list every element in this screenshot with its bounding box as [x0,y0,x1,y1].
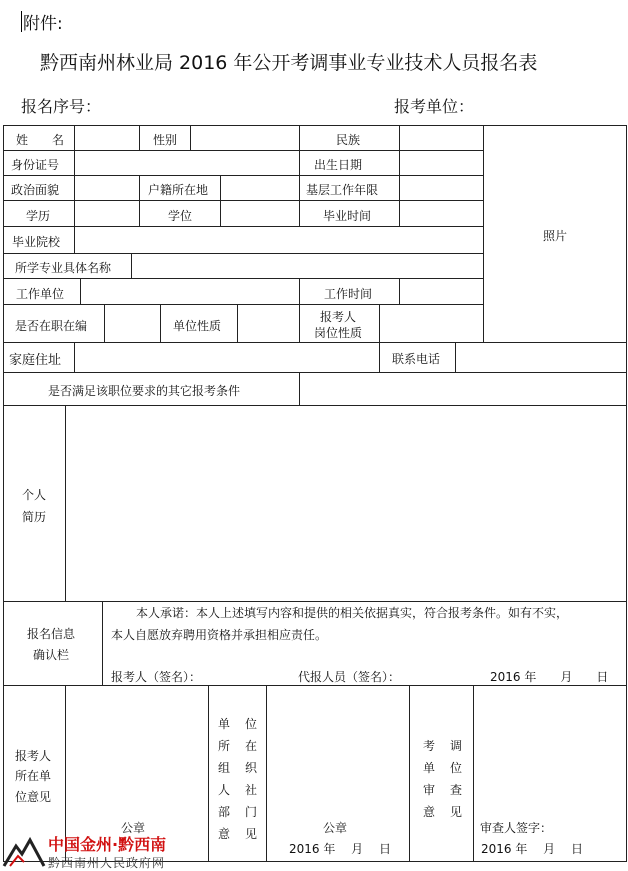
page-title: 黔西南州林业局 2016 年公开考调事业专业技术人员报名表 [40,52,538,74]
political-label: 政治面貌 [11,183,60,197]
gender-label: 性别 [153,133,178,147]
review-col1: 考单审意 [422,739,435,819]
phone-label: 联系电话 [392,352,441,366]
id-label: 身份证号 [11,158,60,172]
photo-label: 照片 [543,229,568,243]
unit-nature-input[interactable] [237,304,300,343]
grassroots-years-input[interactable] [399,175,484,201]
unit-seal-label: 公章 [121,821,146,835]
birth-label: 出生日期 [314,158,363,172]
political-input[interactable] [74,175,140,201]
watermark-line1: 中国金州·黔西南 [48,835,167,854]
pledge-line1: 本人承诺：本人上述填写内容和提供的相关依据真实，符合报考条件。如有不实， [136,606,569,620]
resume-label-line2: 简历 [22,510,47,524]
work-unit-label: 工作单位 [16,287,65,301]
dept-opinion-col1: 单所组人部意 [217,717,230,841]
degree-label: 学位 [168,209,193,223]
address-label: 家庭住址 [9,353,62,368]
apply-unit-label: 报考单位： [394,97,475,116]
address-input[interactable] [74,342,380,373]
conditions-label: 是否满足该职位要求的其它报考条件 [48,384,241,398]
ethnicity-input[interactable] [399,125,484,151]
pledge-line2: 本人自愿放弃聘用资格并承担相应责任。 [111,628,328,642]
household-label: 户籍所在地 [148,183,209,197]
education-input[interactable] [74,200,140,227]
major-input[interactable] [131,253,484,279]
name-input[interactable] [74,125,140,151]
unit-opinion-label-line2: 所在单 [15,769,52,783]
confirm-label-line2: 确认栏 [33,648,70,662]
unit-nature-label: 单位性质 [173,319,222,333]
attachment-label: 附件: [23,14,63,34]
dept-seal-label: 公章 [323,821,348,835]
in-service-input[interactable] [104,304,161,343]
sign-date: 2016 年 月 日 [490,670,609,684]
ethnicity-label: 民族 [336,133,361,147]
review-col2: 调位查见 [449,739,462,819]
dept-opinion-date: 2016 年 月 日 [289,842,391,856]
name-label: 姓 名 [16,133,65,147]
confirm-label-line1: 报名信息 [27,627,76,641]
household-input[interactable] [220,175,300,201]
reviewer-sign-label: 审查人签字： [480,821,553,835]
education-label: 学历 [26,209,51,223]
phone-input[interactable] [455,342,627,373]
gender-input[interactable] [190,125,300,151]
work-time-label: 工作时间 [324,287,373,301]
graduation-time-input[interactable] [399,200,484,227]
in-service-label: 是否在职在编 [15,319,88,333]
degree-input[interactable] [220,200,300,227]
applicant-sign-label: 报考人（签名）： [111,670,202,684]
grassroots-years-label: 基层工作年限 [306,183,379,197]
post-nature-label-line2: 岗位性质 [314,326,363,340]
watermark-line2: 黔西南州人民政府网 [48,856,166,870]
unit-opinion-label-line1: 报考人 [15,749,52,763]
confirm-label-cell [3,601,103,686]
dept-opinion-col2: 位在织社门见 [244,717,257,841]
site-watermark [2,832,212,870]
post-nature-input[interactable] [379,304,484,343]
work-time-input[interactable] [399,278,484,305]
school-input[interactable] [74,226,484,254]
major-label: 所学专业具体名称 [15,261,112,275]
resume-label-cell [3,405,66,602]
resume-label-line1: 个人 [22,488,47,502]
unit-opinion-label-line3: 位意见 [15,790,52,804]
birth-input[interactable] [399,150,484,176]
serial-number-label: 报名序号： [21,97,102,116]
work-unit-input[interactable] [80,278,300,305]
post-nature-label-line1: 报考人 [320,310,357,324]
graduation-time-label: 毕业时间 [323,209,372,223]
text-cursor [21,11,22,32]
review-label-cell [409,685,474,862]
proxy-sign-label: 代报人员（签名）： [298,670,401,684]
review-date: 2016 年 月 日 [481,842,583,856]
conditions-input[interactable] [299,372,627,406]
mountain-logo-icon [2,834,46,870]
school-label: 毕业院校 [12,235,61,249]
id-input[interactable] [74,150,300,176]
resume-input[interactable] [65,405,627,602]
